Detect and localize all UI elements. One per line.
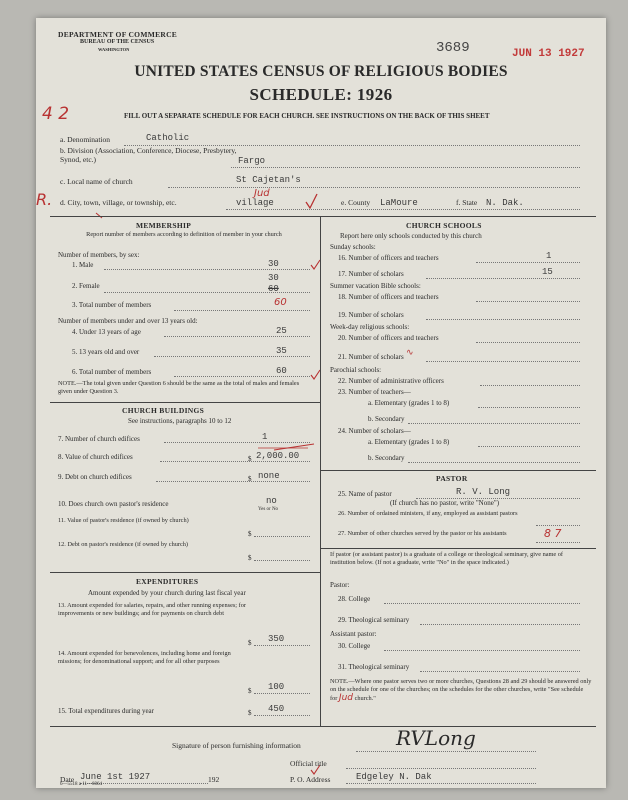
q20-label: 20. Number of officers and teachers — [338, 334, 439, 342]
grad-intro: If pastor (or assistant pastor) is a graduate of a college or theological seminary, give name of institution below. (If not a graduate, write "No" in the space indicated.) — [330, 551, 564, 567]
q25-label: 25. Name of pastor — [338, 490, 392, 498]
date-label: Date — [60, 775, 75, 784]
total-members-label: 3. Total number of members — [72, 301, 152, 309]
total-members-hand: 60 — [274, 297, 287, 308]
q16-label: 16. Number of officers and teachers — [338, 254, 439, 262]
male-value[interactable]: 30 — [268, 259, 279, 269]
check-marks — [36, 18, 606, 788]
q16-value[interactable]: 1 — [546, 251, 552, 261]
sunday-label: Sunday schools: — [330, 243, 376, 251]
state-label: f. State — [456, 198, 478, 207]
residence-value[interactable]: no — [266, 496, 277, 506]
q18-label: 18. Number of officers and teachers — [338, 293, 439, 301]
over-13-value[interactable]: 35 — [276, 346, 287, 356]
over-13-label: 5. 13 years old and over — [72, 348, 140, 356]
q31-label: 31. Theological seminary — [338, 663, 410, 671]
total6-value[interactable]: 60 — [276, 366, 287, 376]
division-label: b. Division (Association, Conference, Diocese, Presbytery, Synod, etc.) — [60, 146, 237, 164]
form-subtitle: SCHEDULE: 1926 — [249, 85, 393, 104]
denomination-value[interactable]: Catholic — [146, 133, 190, 143]
q14-label: 14. Amount expended for benevolences, including home and foreign missions; for denominational support; and for all other purposes — [58, 650, 231, 666]
q13-label: 13. Amount expended for salaries, repairs, and other running expenses; for improvements or new buildings; and for payments on church debt — [58, 602, 246, 618]
official-title-label: Official title — [290, 759, 327, 768]
state-value[interactable]: N. Dak. — [486, 198, 524, 208]
city-handwritten: Jud — [254, 188, 270, 199]
dollar-sign: $ — [248, 554, 252, 562]
q24b-label: b. Secondary — [368, 454, 405, 462]
signature-label: Signature of person furnishing information — [172, 741, 301, 750]
yes-no-hint: Yes or No — [258, 507, 279, 512]
dollar-sign: $ — [248, 475, 252, 483]
city-label: d. City, town, village, or township, etc. — [60, 198, 177, 207]
debt-edifices-value[interactable]: none — [258, 471, 280, 481]
residence-value-label: 11. Value of pastor's residence (if owned by church) — [58, 517, 189, 524]
under-13-label: 4. Under 13 years of age — [72, 328, 141, 336]
print-code: 6—5518 a 11—6064 — [60, 782, 103, 787]
pastor-note: NOTE.—Where one pastor serves two or more churches, Questions 28 and 29 should be answered only on the schedule for one of the churches; on the schedules for the other churches, write "See schedule for Jud church." — [330, 678, 592, 704]
handwritten-r-mark: R. — [36, 190, 53, 209]
q22-label: 22. Number of administrative officers — [338, 377, 444, 385]
assistant-label: Assistant pastor: — [330, 630, 377, 638]
date-stamp: JUN 13 1927 — [512, 48, 585, 60]
female-label: 2. Female — [72, 282, 100, 290]
buildings-heading: CHURCH BUILDINGS — [122, 406, 205, 415]
female-struck-value: 60 — [268, 284, 279, 294]
bureau-name: BUREAU OF THE CENSUS — [80, 39, 155, 45]
form-title: UNITED STATES CENSUS OF RELIGIOUS BODIES — [134, 63, 508, 80]
q21-label: 21. Number of scholars — [338, 353, 404, 361]
age-label: Number of members under and over 13 years old: — [58, 317, 198, 325]
q29-label: 29. Theological seminary — [338, 616, 410, 624]
female-value[interactable]: 30 — [268, 273, 279, 283]
pastor-heading: PASTOR — [436, 474, 468, 483]
po-address-value[interactable]: Edgeley N. Dak — [356, 772, 432, 782]
by-sex-label: Number of members, by sex: — [58, 251, 140, 259]
q17-label: 17. Number of scholars — [338, 270, 404, 278]
q23b-label: b. Secondary — [368, 415, 405, 423]
schools-intro: Report here only schools conducted by this church — [340, 232, 482, 240]
membership-intro: Report number of members according to definition of member in your church — [86, 231, 282, 238]
under-13-value[interactable]: 25 — [276, 326, 287, 336]
denomination-label: a. Denomination — [60, 135, 110, 144]
weekday-label: Week-day religious schools: — [330, 323, 410, 331]
buildings-sub: See instructions, paragraphs 10 to 12 — [128, 417, 232, 425]
pastor-note-hand: Jud — [338, 693, 353, 704]
residence-debt-label: 12. Debt on pastor's residence (if owned by church) — [58, 541, 189, 548]
value-edifices-label: 8. Value of church edifices — [58, 453, 133, 461]
q28-label: 28. College — [338, 595, 371, 603]
division-value[interactable]: Fargo — [238, 156, 266, 166]
form-number: 3689 — [436, 40, 470, 56]
expenditures-heading: EXPENDITURES — [136, 577, 199, 586]
department-name: DEPARTMENT OF COMMERCE — [58, 30, 178, 39]
membership-note: NOTE.—The total given under Question 6 should be the same as the total of males and females given under Question 3. — [58, 380, 300, 396]
residence-label: 10. Does church own pastor's residence — [58, 500, 169, 508]
q23-label: 23. Number of teachers— — [338, 388, 411, 396]
local-name-value[interactable]: St Cajetan's — [236, 175, 301, 185]
q24-label: 24. Number of scholars— — [338, 427, 411, 435]
date-value[interactable]: June 1st 1927 — [80, 772, 151, 782]
po-address-label: P. O. Address — [290, 775, 331, 784]
dollar-sign: $ — [248, 709, 252, 717]
dollar-sign: $ — [248, 687, 252, 695]
schools-heading: CHURCH SCHOOLS — [406, 221, 482, 230]
debt-edifices-label: 9. Debt on church edifices — [58, 473, 132, 481]
q15-value[interactable]: 450 — [268, 704, 285, 714]
parochial-label: Parochial schools: — [330, 366, 382, 374]
signature: RVLong — [396, 726, 476, 750]
q23a-label: a. Elementary (grades 1 to 8) — [368, 399, 450, 407]
local-name-label: c. Local name of church — [60, 177, 133, 186]
q15-label: 15. Total expenditures during year — [58, 707, 154, 715]
q17-value[interactable]: 15 — [542, 267, 553, 277]
city-name: WASHINGTON — [98, 47, 130, 52]
county-value[interactable]: LaMoure — [380, 198, 418, 208]
edifices-value[interactable]: 1 — [262, 432, 268, 442]
summer-label: Summer vacation Bible schools: — [330, 282, 421, 290]
dollar-sign: $ — [248, 639, 252, 647]
year-suffix: 192 — [208, 775, 220, 784]
q25-value[interactable]: R. V. Long — [456, 487, 511, 497]
q19-label: 19. Number of scholars — [338, 311, 404, 319]
city-value[interactable]: village — [236, 198, 274, 208]
total6-label: 6. Total number of members — [72, 368, 152, 376]
form-instruction: FILL OUT A SEPARATE SCHEDULE FOR EACH CHURCH. SEE INSTRUCTIONS ON THE BACK OF THIS SHEET — [124, 112, 490, 120]
q30-label: 30. College — [338, 642, 371, 650]
membership-heading: MEMBERSHIP — [136, 221, 192, 230]
q25-note: (If church has no pastor, write "None") — [390, 499, 500, 507]
edifices-label: 7. Number of church edifices — [58, 435, 140, 443]
q26-label: 26. Number of ordained ministers, if any, employed as assistant pastors — [338, 510, 518, 517]
county-label: e. County — [341, 198, 371, 207]
male-label: 1. Male — [72, 261, 94, 269]
pastor-sub-label: Pastor: — [330, 581, 350, 589]
census-schedule-sheet — [36, 18, 606, 788]
dollar-sign: $ — [248, 530, 252, 538]
q13-value[interactable]: 350 — [268, 634, 285, 644]
value-edifices-value[interactable]: 2,000.00 — [256, 451, 300, 461]
scribble-mark: ∿ — [406, 348, 414, 358]
handwritten-mark: 4 2 — [42, 104, 70, 124]
q27-label: 27. Number of other churches served by the pastor or his assistants — [338, 530, 507, 537]
expenditures-sub: Amount expended by your church during last fiscal year — [88, 589, 246, 597]
q14-value[interactable]: 100 — [268, 682, 285, 692]
q27-hand: 8 7 — [544, 527, 562, 540]
dollar-sign: $ — [248, 455, 252, 463]
q24a-label: a. Elementary (grades 1 to 8) — [368, 438, 450, 446]
